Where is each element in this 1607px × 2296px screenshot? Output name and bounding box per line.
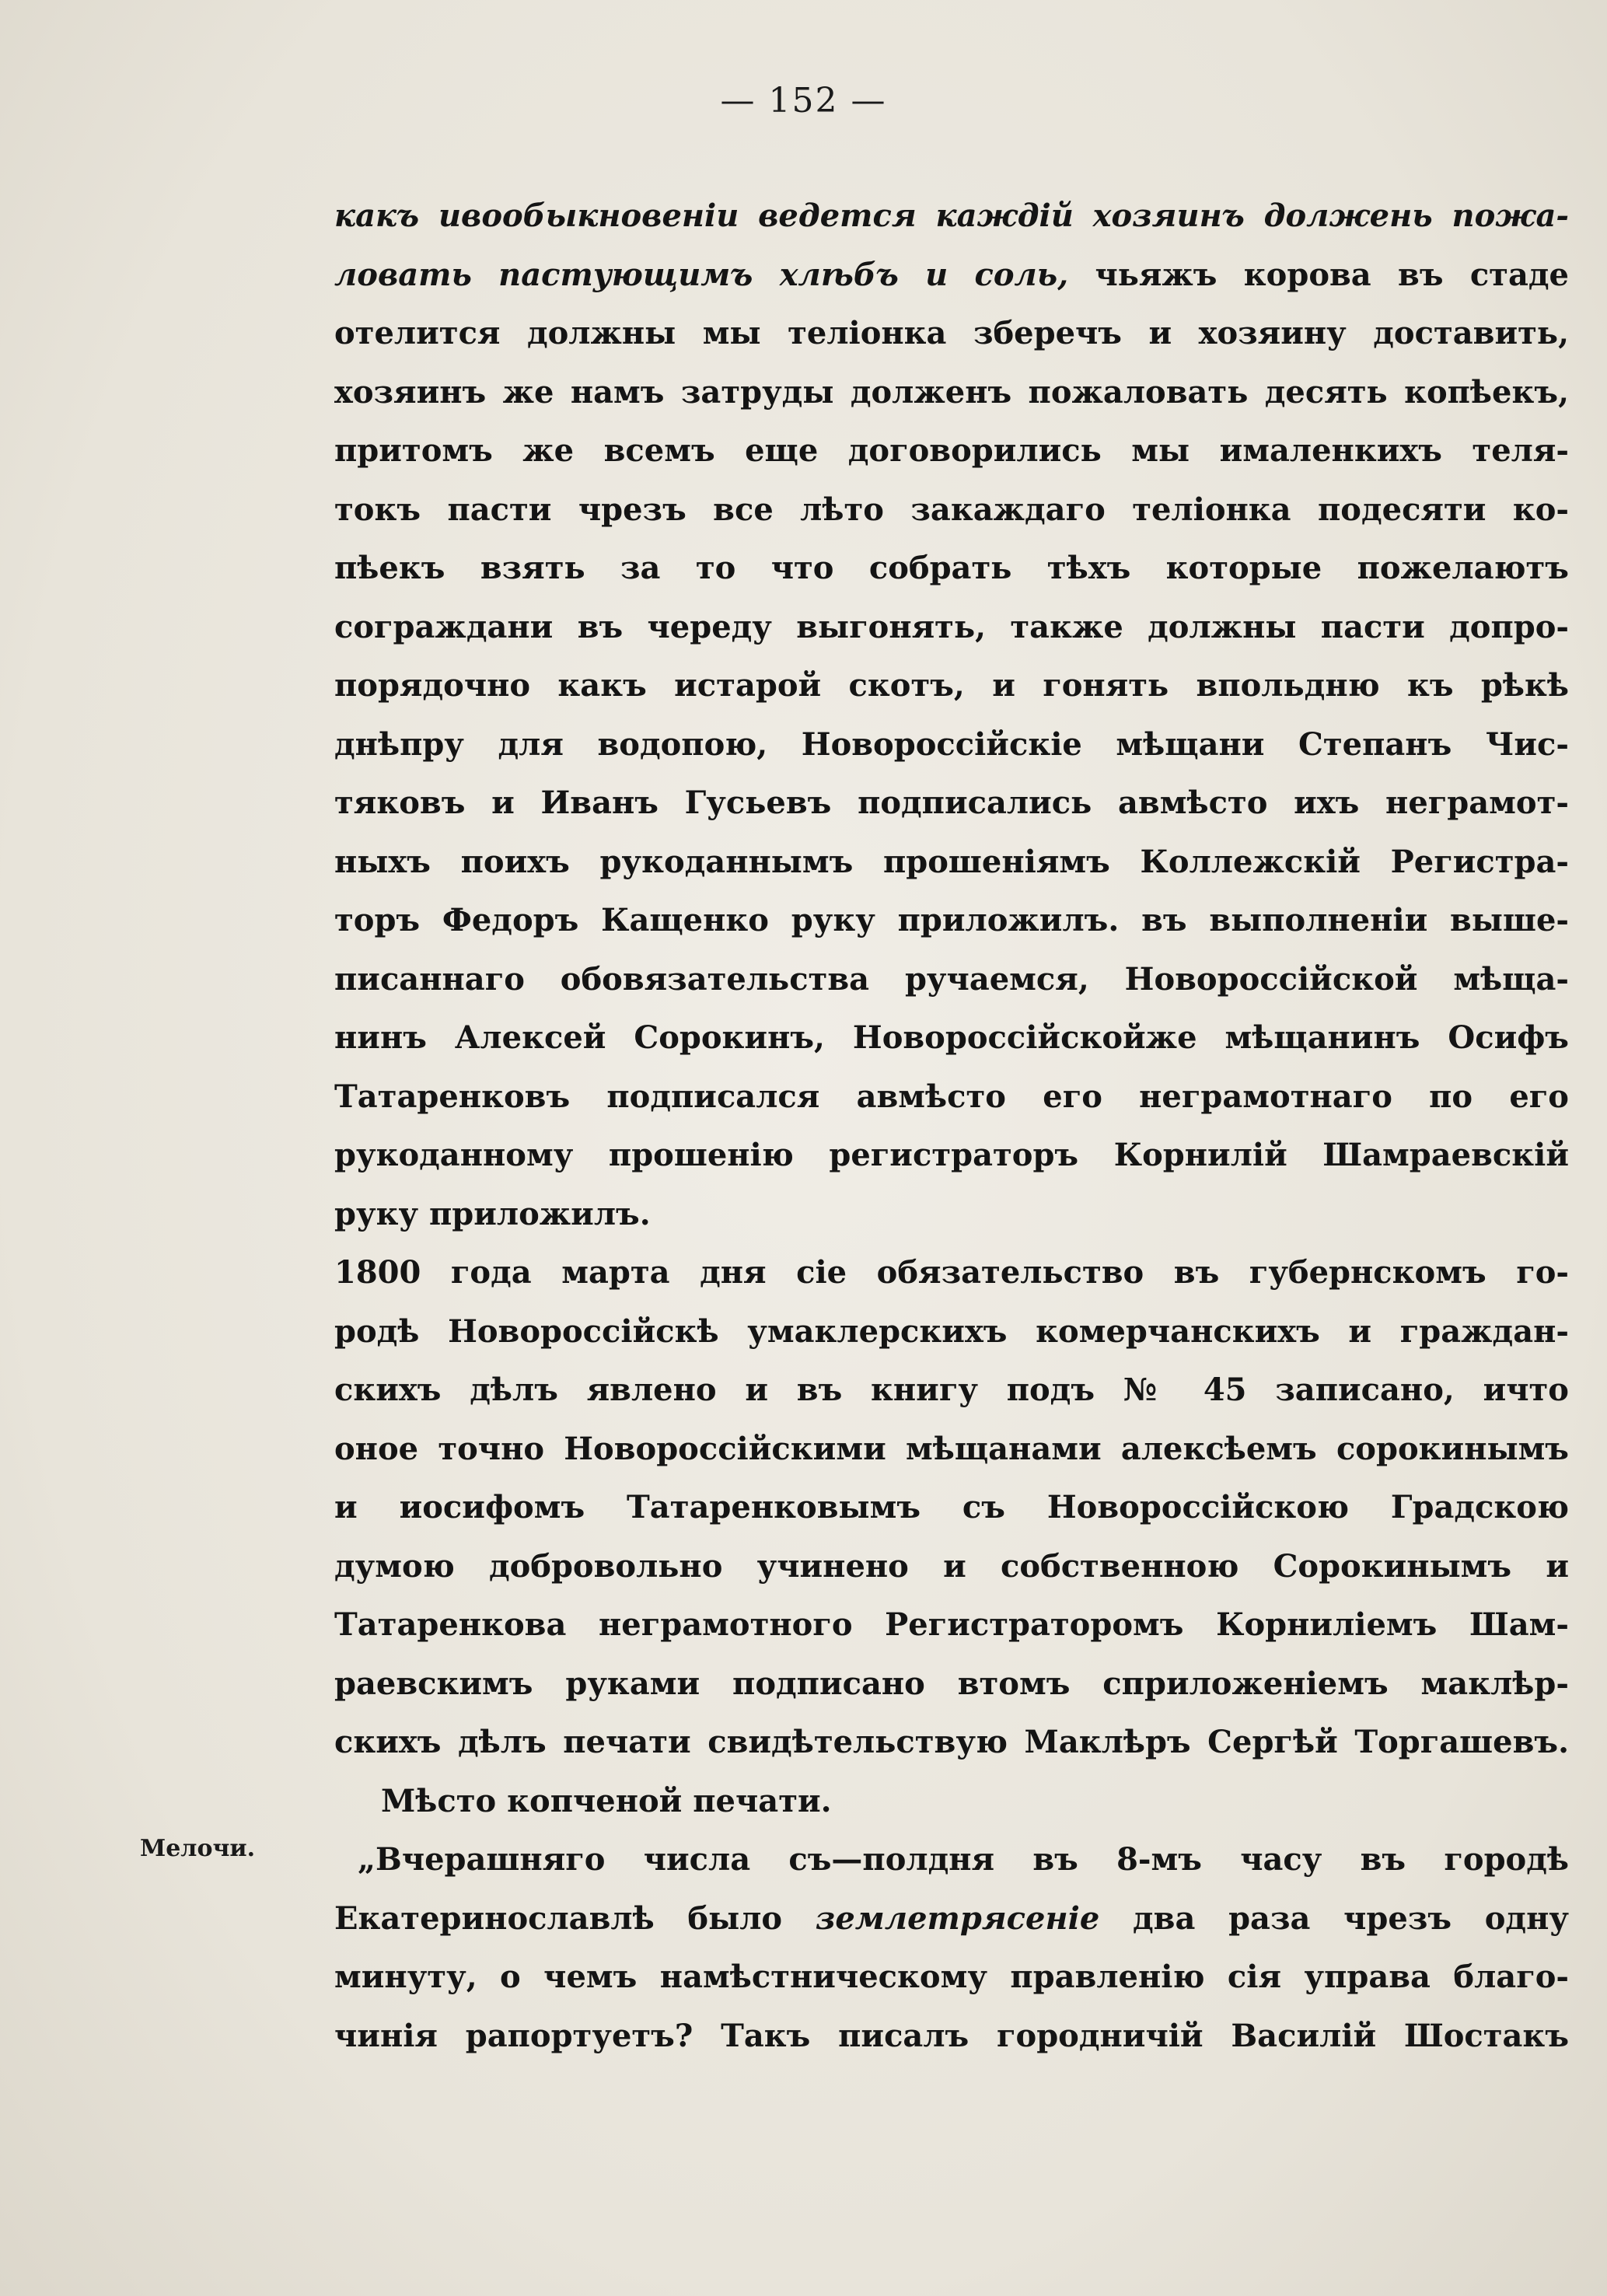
text-line: скихъ дѣлъ печати свидѣтельствую Маклѣръ Сергѣй Торгашевъ. [334,1724,1569,1760]
text-line: отелится должны мы теліонка збеpечъ и хозяину доставить, [334,315,1569,351]
text-line: торъ Федоръ Кащенко руку приложилъ. въ выполнeніи выше- [334,902,1569,938]
text-line: порядочно какъ истарой скотъ, и гонять впольдню къ рѣкѣ [334,667,1569,704]
italic-phrase: ловать пастующимъ хлѣбъ и соль, [334,256,1069,293]
text-line: днѣпру для водопою, Новороссійскіе мѣщани Степанъ Чис- [334,725,1569,763]
text-line: писаннаго обовязательства ручаемся, Новороссійской мѣща- [334,960,1569,998]
text-fragment: Екатеринославлѣ было [334,1899,783,1937]
text-line: оное точно Новороссійскими мѣщанами алексѣемъ сорокинымъ [334,1430,1569,1467]
text-line: раевскимъ руками подписано втомъ сприложеніемъ маклѣр- [334,1665,1569,1702]
text-line: родѣ Новороссійскѣ умаклерскихъ комерчанскихъ и граждан- [334,1312,1569,1350]
text-line: хозяинъ же намъ затруды долженъ пожаловать десять копѣекъ, [334,373,1569,411]
italic-phrase: землетрясеніе [815,1899,1100,1937]
text-line: тяковъ и Иванъ Гусьевъ подписались авмѣсто ихъ неграмот- [334,785,1569,821]
text-line: 1800 года марта дня сіе обязательство въ губернскомъ го- [334,1254,1569,1291]
text-line: и иосифомъ Татаренковымъ съ Новороссійскою Градскою [334,1489,1569,1525]
text-line: Татаренкова неграмотного Регистраторомъ Корниліемъ Шам- [334,1606,1569,1643]
page-number: — 152 — [720,81,887,121]
text-line: сограждани въ череду выгонять, также должны пасти допро- [334,608,1569,645]
text-line: притомъ же всемъ еще договорились мы ималенкихъ теля- [334,432,1569,469]
text-line [334,1889,1569,1948]
text-line: ныхъ поихъ рукоданнымъ прошеніямъ Коллежскій Регистра- [334,843,1569,880]
text-line: думою добровольно учинено и собственною Сорокинымъ и [334,1547,1569,1585]
text-line: руку приложилъ. [334,1195,651,1232]
text-line: нинъ Алексей Сорокинъ, Новороссійскойже мѣщанинъ Осифъ [334,1019,1569,1056]
text-line: „Вчерашняго числа съ—полдня въ 8-мъ часу въ городѣ [358,1841,1569,1878]
text-line: пѣекъ взять за то что собрать тѣхъ которые пожелаютъ [334,550,1569,586]
body-text [334,187,1569,2065]
text-fragment: два раза чрезъ одну [1133,1899,1569,1937]
text-line: минуту, о чемъ намѣстническому правленію сія управа благо- [334,1959,1569,1995]
text-line: рукоданному прошенію регистраторъ Корнилій Шамраевскій [334,1137,1569,1173]
text-line: какъ ивообыкновеніи ведется каждій хозяинъ должень пожа- [334,197,1569,234]
text-line: Татаренковъ подписался авмѣсто его неграмотнаго по его [334,1078,1569,1115]
text-line: чинія рапортуетъ? Такъ писалъ городничій Василій Шостакъ [334,2017,1569,2054]
text-line: скихъ дѣлъ явлено и въ книгу подъ № 45 записано, ичто [334,1372,1569,1408]
text-line: токъ пасти чрезъ все лѣто закаждаго теліонка подесяти ко- [334,491,1569,528]
text-line [334,246,1569,305]
text-fragment: чьяжъ корова въ стаде [1095,256,1569,293]
margin-note: Мелочи. [140,1835,256,1862]
seal-line: Мѣсто копченой печати. [381,1782,832,1819]
